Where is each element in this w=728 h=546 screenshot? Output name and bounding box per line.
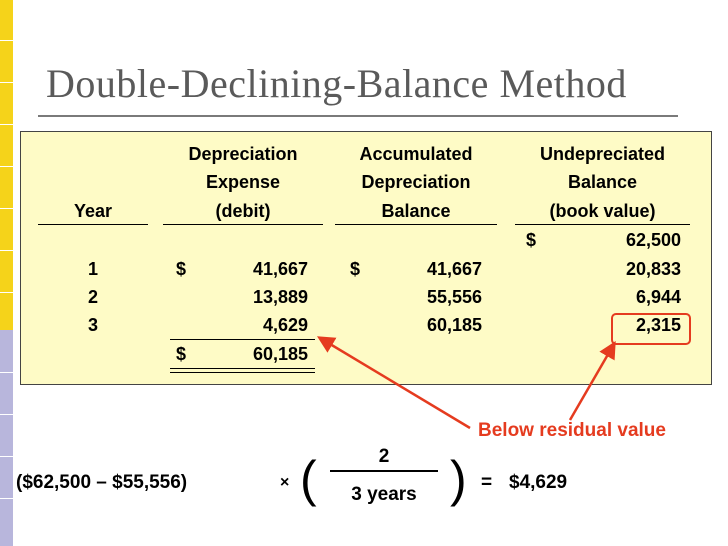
header-year: Year	[73, 201, 113, 221]
formula-difference: ($62,500 – $55,556)	[16, 472, 188, 493]
row-expense-currency: $	[176, 259, 187, 279]
header-accumulated-line2: Depreciation	[361, 172, 471, 192]
formula-times: ×	[280, 474, 290, 491]
header-undepreciated-line3: (book value)	[549, 201, 656, 221]
right-parenthesis: )	[450, 451, 467, 507]
fraction-bar	[330, 470, 438, 472]
row-accumulated: 41,667	[426, 259, 482, 279]
residual-value-note: Below residual value	[478, 420, 666, 441]
row-book-value: 2,315	[635, 315, 681, 335]
fraction-denominator: 3 years	[351, 484, 417, 505]
header-depreciation-line3: (debit)	[215, 201, 271, 221]
arrow-to-book-value	[570, 344, 614, 420]
row-expense: 41,667	[252, 259, 308, 279]
initial-book-currency: $	[526, 230, 537, 250]
row-accumulated: 55,556	[426, 287, 482, 307]
row-year: 2	[88, 287, 99, 307]
initial-book-value: 62,500	[625, 230, 681, 250]
header-undepreciated-line1: Undepreciated	[539, 144, 666, 164]
header-depreciation-line2: Expense	[205, 172, 281, 192]
row-book-value: 20,833	[625, 259, 681, 279]
total-expense: 60,185	[252, 344, 308, 364]
row-accum-currency: $	[350, 259, 361, 279]
row-year: 1	[88, 259, 99, 279]
row-expense: 13,889	[252, 287, 308, 307]
formula-equals: =	[481, 472, 493, 493]
row-year: 3	[88, 315, 99, 335]
left-parenthesis: (	[300, 451, 317, 507]
header-accumulated-line3: Balance	[381, 201, 451, 221]
arrow-to-expense	[320, 338, 470, 428]
row-accumulated: 60,185	[426, 315, 482, 335]
row-expense: 4,629	[262, 315, 308, 335]
fraction-numerator: 2	[378, 446, 390, 467]
header-undepreciated-line2: Balance	[567, 172, 638, 192]
header-accumulated-line1: Accumulated	[359, 144, 473, 164]
formula-result: $4,629	[509, 472, 568, 493]
header-depreciation-line1: Depreciation	[188, 144, 298, 164]
total-currency: $	[176, 344, 187, 364]
slide-title: Double-Declining-Balance Method	[46, 61, 627, 106]
row-book-value: 6,944	[635, 287, 681, 307]
